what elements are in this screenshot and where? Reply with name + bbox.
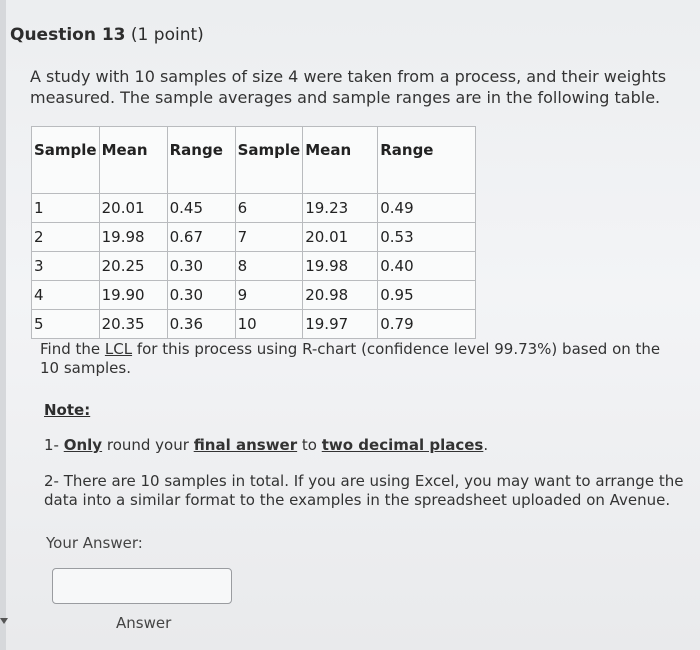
question-prompt: A study with 10 samples of size 4 were taken from a process, and their weights measured. The sample averages and sample ranges are in the following table. <box>30 67 667 107</box>
table-row <box>32 252 476 281</box>
note1-only: Only <box>63 436 103 454</box>
note1-to: to <box>297 436 322 454</box>
table-row <box>32 223 476 252</box>
table-cell: 19.98 <box>303 252 378 281</box>
question-header <box>10 25 204 45</box>
table-cell: 0.40 <box>378 252 476 281</box>
table-cell: 1 <box>32 194 100 223</box>
table-cell: 6 <box>235 194 303 223</box>
header-mean-2: Mean <box>303 127 378 194</box>
data-table <box>31 126 476 339</box>
question-points: (1 point) <box>130 25 204 45</box>
table-cell: 19.23 <box>303 194 378 223</box>
table-cell: 19.98 <box>99 223 167 252</box>
table-row <box>32 194 476 223</box>
left-edge-bar <box>0 0 6 650</box>
table-cell: 20.98 <box>303 281 378 310</box>
table-cell: 0.36 <box>167 310 235 339</box>
your-answer-label: Your Answer: <box>46 534 143 552</box>
note-item-2: 2- There are 10 samples in total. If you are using Excel, you may want to arrange the data into a similar format to the examples in the spreadsheet uploaded on Avenue. <box>44 472 684 509</box>
table-cell: 0.45 <box>167 194 235 223</box>
table-cell: 0.53 <box>378 223 476 252</box>
table-header-row <box>32 127 476 194</box>
table-cell: 20.01 <box>303 223 378 252</box>
table-cell: 10 <box>235 310 303 339</box>
table-cell: 4 <box>32 281 100 310</box>
table-cell: 0.67 <box>167 223 235 252</box>
find-text-pre: Find the <box>40 340 105 358</box>
table-cell: 2 <box>32 223 100 252</box>
scroll-down-arrow-icon[interactable] <box>0 618 8 624</box>
header-sample: Sample <box>32 127 100 194</box>
table-cell: 20.35 <box>99 310 167 339</box>
note1-decimal-places: two decimal places <box>321 436 484 454</box>
header-range-2: Range <box>378 127 476 194</box>
answer-caption: Answer <box>116 614 172 632</box>
table-row <box>32 281 476 310</box>
header-mean: Mean <box>99 127 167 194</box>
note1-mid: round your <box>102 436 194 454</box>
table-cell: 0.30 <box>167 252 235 281</box>
note-label: Note: <box>44 401 91 419</box>
note1-final-answer: final answer <box>193 436 298 454</box>
lcl-term: LCL <box>104 340 133 358</box>
question-title: Question 13 <box>10 25 126 45</box>
table-cell: 9 <box>235 281 303 310</box>
table-cell: 19.97 <box>303 310 378 339</box>
header-range: Range <box>167 127 235 194</box>
header-sample-2: Sample <box>235 127 303 194</box>
table-cell: 20.01 <box>99 194 167 223</box>
table-cell: 19.90 <box>99 281 167 310</box>
table-cell: 0.95 <box>378 281 476 310</box>
note-item-1 <box>44 436 488 454</box>
note1-end: . <box>483 436 489 454</box>
table-cell: 0.30 <box>167 281 235 310</box>
answer-input[interactable] <box>52 568 232 604</box>
find-text-post: for this process using R-chart (confidence level 99.73%) based on the 10 samples. <box>40 340 661 377</box>
note1-prefix: 1- <box>44 436 64 454</box>
table-cell: 7 <box>235 223 303 252</box>
table-row <box>32 310 476 339</box>
table-cell: 3 <box>32 252 100 281</box>
table-cell: 8 <box>235 252 303 281</box>
table-cell: 0.79 <box>378 310 476 339</box>
table-cell: 5 <box>32 310 100 339</box>
table-cell: 20.25 <box>99 252 167 281</box>
table-cell: 0.49 <box>378 194 476 223</box>
find-instruction <box>40 340 680 378</box>
